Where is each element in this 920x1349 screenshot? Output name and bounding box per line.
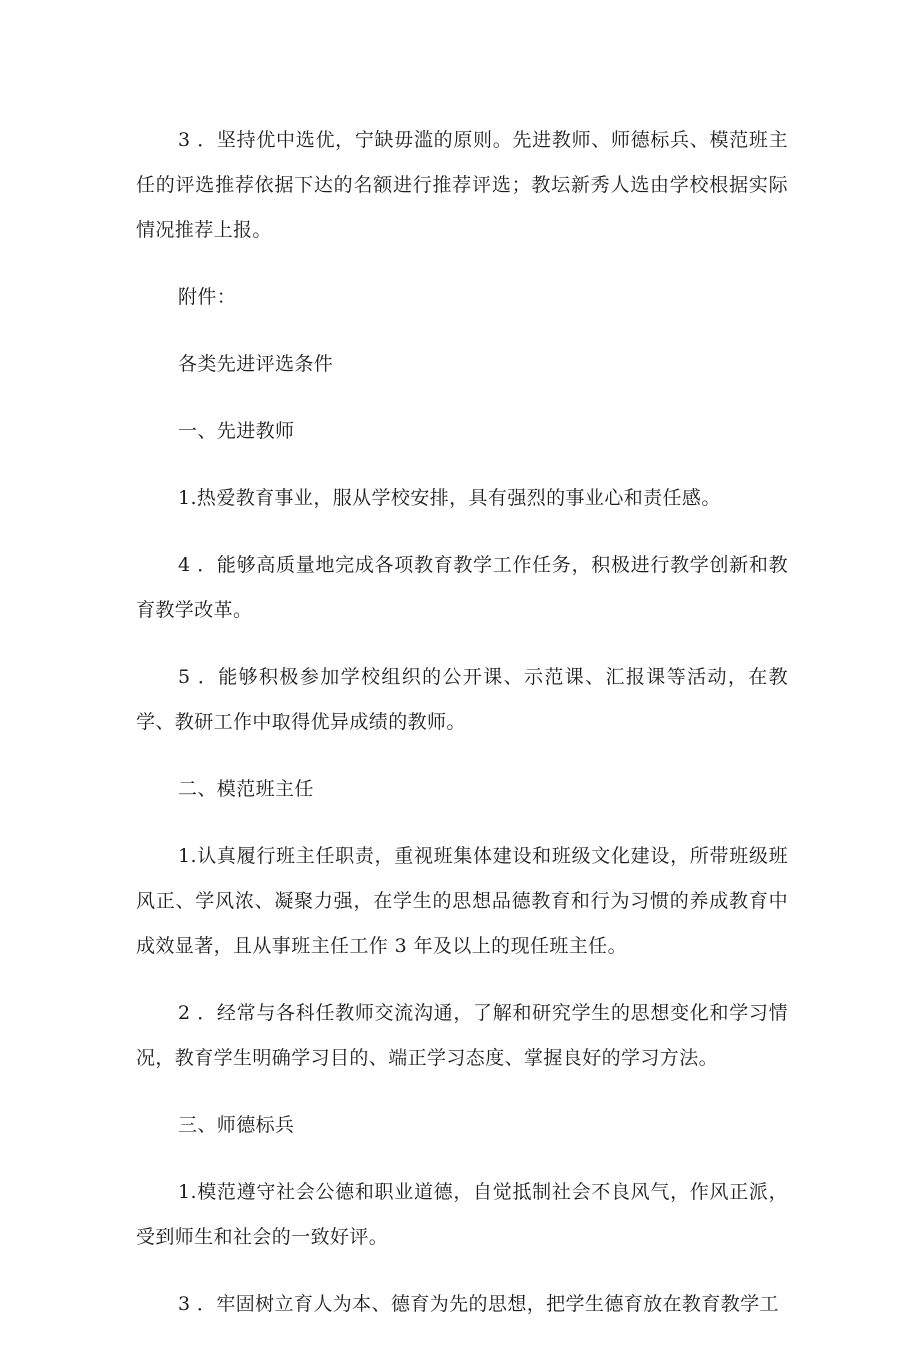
attachment-title: 各类先进评选条件: [178, 353, 334, 375]
paragraph-teacher-1: 1.热爱教育事业，服从学校安排，具有强烈的事业心和责任感。: [178, 487, 721, 509]
attachment-label: 附件：: [178, 286, 237, 308]
section-heading-model-head-teacher: 二、模范班主任: [178, 778, 314, 800]
paragraph-head-teacher-1: 1.认真履行班主任职责，重视班集体建设和班级文化建设，所带班级班风正、学风浓、凝聚力强，在学生的思想品德教育和行为习惯的养成教育中成效显著，且从事班主任工作 3 年及以上的现任班主任。: [136, 845, 788, 957]
paragraph-ethics-3: 3 ．牢固树立育人为本、德育为先的思想，把学生德育放在教育教学工: [178, 1293, 779, 1315]
paragraph-head-teacher-2: 2 ．经常与各科任教师交流沟通，了解和研究学生的思想变化和学习情况，教育学生明确学习目的、端正学习态度、掌握良好的学习方法。: [136, 1002, 788, 1069]
section-heading-advanced-teacher: 一、先进教师: [178, 420, 295, 442]
document-body: [136, 118, 788, 1349]
paragraph-teacher-4: 4 ．能够高质量地完成各项教育教学工作任务，积极进行教学创新和教育教学改革。: [136, 554, 788, 621]
paragraph-criteria-3: 3 ．坚持优中选优，宁缺毋滥的原则。先进教师、师德标兵、模范班主任的评选推荐依据下达的名额进行推荐评选；教坛新秀人选由学校根据实际情况推荐上报。: [136, 129, 788, 241]
section-heading-ethics-model: 三、师德标兵: [178, 1114, 295, 1136]
paragraph-teacher-5: 5 ．能够积极参加学校组织的公开课、示范课、汇报课等活动，在教学、教研工作中取得优异成绩的教师。: [136, 666, 788, 733]
paragraph-ethics-1: 1.模范遵守社会公德和职业道德，自觉抵制社会不良风气，作风正派，受到师生和社会的一致好评。: [136, 1181, 788, 1248]
